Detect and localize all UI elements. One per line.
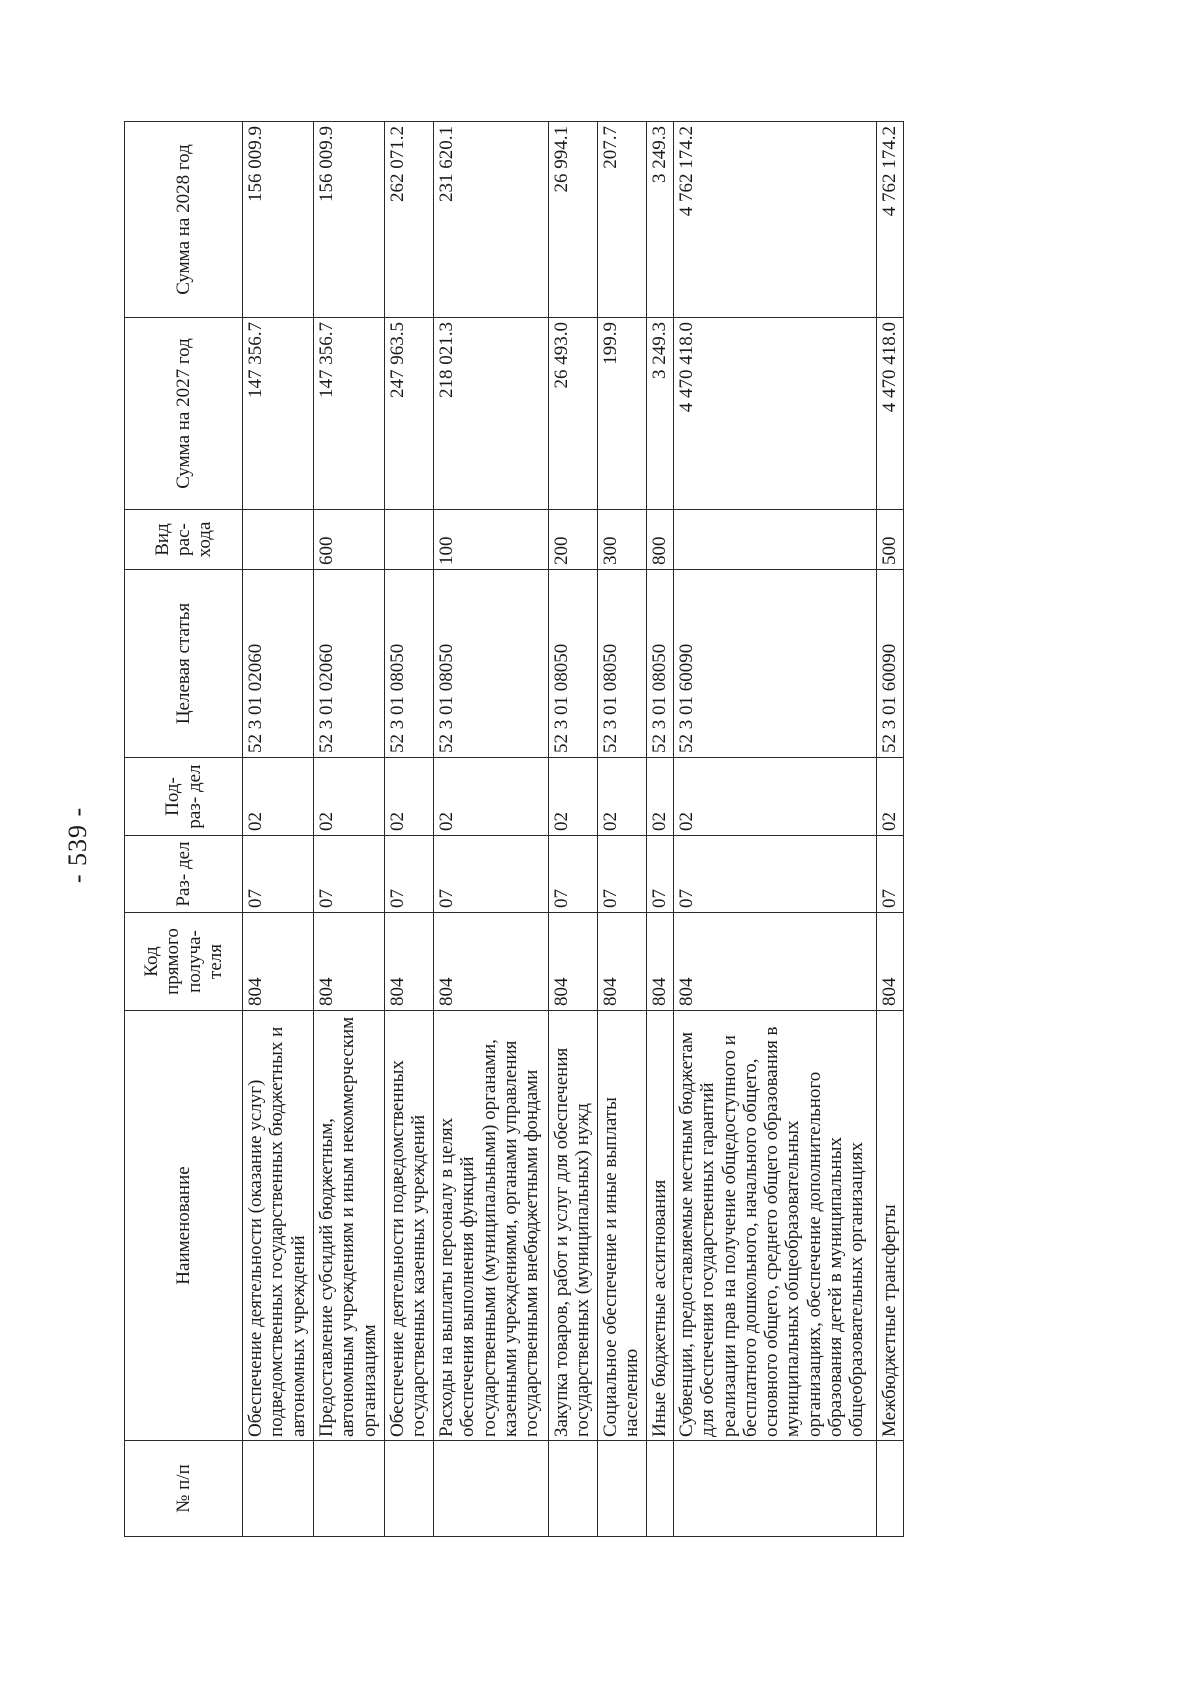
header-podrazdel: Под- раз- дел [125, 758, 243, 836]
cell-sum-2028: 231 620.1 [434, 122, 549, 318]
cell-sum-2027: 4 470 418.0 [876, 318, 903, 510]
cell-razdel: 07 [674, 836, 877, 913]
cell-no [674, 1441, 877, 1537]
cell-name: Иные бюджетные ассигнования [647, 1011, 674, 1441]
table-row [876, 122, 903, 1537]
cell-code: 804 [434, 913, 549, 1011]
table-row [243, 122, 314, 1537]
cell-sum-2027: 147 356.7 [314, 318, 385, 510]
header-code: Код прямого получа- теля [125, 913, 243, 1011]
header-razdel: Раз- дел [125, 836, 243, 913]
table-row [548, 122, 597, 1537]
page-number: - 539 - [63, 806, 92, 884]
cell-podrazdel: 02 [385, 758, 434, 836]
cell-vid [243, 510, 314, 570]
cell-sum-2027: 4 470 418.0 [674, 318, 877, 510]
cell-podrazdel: 02 [434, 758, 549, 836]
cell-razdel: 07 [434, 836, 549, 913]
cell-no [597, 1441, 646, 1537]
cell-razdel: 07 [314, 836, 385, 913]
header-sum-2028: Сумма на 2028 год [125, 122, 243, 318]
cell-sum-2028: 4 762 174.2 [876, 122, 903, 318]
cell-code: 804 [385, 913, 434, 1011]
cell-vid [674, 510, 877, 570]
cell-sum-2028: 262 071.2 [385, 122, 434, 318]
cell-name: Субвенции, предоставляемые местным бюджетам для обеспечения государственных гарантий реализации прав на получение общедоступного и бесплатного дошкольного, начального общего, основного общего, среднего общего образования в муниципальных общеобразовательных организациях, обеспечение дополнительного образования детей в муниципальных общеобразовательных организациях [674, 1011, 877, 1441]
cell-name: Обеспечение деятельности (оказание услуг) подведомственных государственных бюджетных и автономных учреждений [243, 1011, 314, 1441]
cell-code: 804 [647, 913, 674, 1011]
cell-name: Закупка товаров, работ и услуг для обеспечения государственных (муниципальных) нужд [548, 1011, 597, 1441]
table-row [674, 122, 877, 1537]
header-name: Наименование [125, 1011, 243, 1441]
cell-podrazdel: 02 [876, 758, 903, 836]
cell-code: 804 [243, 913, 314, 1011]
cell-razdel: 07 [876, 836, 903, 913]
header-celevaya: Целевая статья [125, 570, 243, 758]
cell-no [385, 1441, 434, 1537]
cell-name: Межбюджетные трансферты [876, 1011, 903, 1441]
cell-celevaya: 52 3 01 08050 [647, 570, 674, 758]
cell-razdel: 07 [647, 836, 674, 913]
cell-code: 804 [876, 913, 903, 1011]
cell-podrazdel: 02 [548, 758, 597, 836]
cell-sum-2028: 156 009.9 [314, 122, 385, 318]
cell-razdel: 07 [385, 836, 434, 913]
cell-code: 804 [597, 913, 646, 1011]
cell-sum-2027: 26 493.0 [548, 318, 597, 510]
cell-razdel: 07 [597, 836, 646, 913]
table-row [385, 122, 434, 1537]
cell-razdel: 07 [243, 836, 314, 913]
cell-vid [385, 510, 434, 570]
cell-sum-2027: 218 021.3 [434, 318, 549, 510]
cell-name: Социальное обеспечение и иные выплаты населению [597, 1011, 646, 1441]
cell-sum-2027: 247 963.5 [385, 318, 434, 510]
cell-celevaya: 52 3 01 60090 [876, 570, 903, 758]
cell-code: 804 [548, 913, 597, 1011]
cell-celevaya: 52 3 01 08050 [385, 570, 434, 758]
cell-no [548, 1441, 597, 1537]
cell-razdel: 07 [548, 836, 597, 913]
cell-celevaya: 52 3 01 08050 [434, 570, 549, 758]
table-body [243, 122, 904, 1537]
cell-podrazdel: 02 [314, 758, 385, 836]
cell-name: Предоставление субсидий бюджетным, автономным учреждениям и иным некоммерческим организациям [314, 1011, 385, 1441]
table-row [314, 122, 385, 1537]
cell-code: 804 [674, 913, 877, 1011]
cell-sum-2028: 4 762 174.2 [674, 122, 877, 318]
cell-celevaya: 52 3 01 02060 [243, 570, 314, 758]
cell-vid: 800 [647, 510, 674, 570]
cell-sum-2028: 3 249.3 [647, 122, 674, 318]
table-row [647, 122, 674, 1537]
cell-podrazdel: 02 [647, 758, 674, 836]
cell-podrazdel: 02 [674, 758, 877, 836]
cell-vid: 600 [314, 510, 385, 570]
cell-celevaya: 52 3 01 02060 [314, 570, 385, 758]
cell-no [434, 1441, 549, 1537]
table-row [597, 122, 646, 1537]
cell-sum-2027: 147 356.7 [243, 318, 314, 510]
cell-name: Расходы на выплаты персоналу в целях обеспечения выполнения функций государственными (муниципальными) органами, казенными учреждениями, органами управления государственными внебюджетными фондами [434, 1011, 549, 1441]
budget-table [124, 121, 904, 1537]
cell-no [243, 1441, 314, 1537]
cell-sum-2028: 156 009.9 [243, 122, 314, 318]
cell-name: Обеспечение деятельности подведомственных государственных казенных учреждений [385, 1011, 434, 1441]
rotated-table-wrapper [124, 122, 904, 1537]
header-no: № п/п [125, 1441, 243, 1537]
header-sum-2027: Сумма на 2027 год [125, 318, 243, 510]
cell-podrazdel: 02 [597, 758, 646, 836]
cell-celevaya: 52 3 01 60090 [674, 570, 877, 758]
cell-vid: 100 [434, 510, 549, 570]
cell-code: 804 [314, 913, 385, 1011]
cell-vid: 300 [597, 510, 646, 570]
cell-sum-2027: 199.9 [597, 318, 646, 510]
cell-no [647, 1441, 674, 1537]
cell-sum-2027: 3 249.3 [647, 318, 674, 510]
cell-no [876, 1441, 903, 1537]
cell-vid: 500 [876, 510, 903, 570]
cell-sum-2028: 26 994.1 [548, 122, 597, 318]
cell-sum-2028: 207.7 [597, 122, 646, 318]
table-header [125, 122, 243, 1537]
cell-podrazdel: 02 [243, 758, 314, 836]
cell-celevaya: 52 3 01 08050 [548, 570, 597, 758]
table-row [434, 122, 549, 1537]
cell-celevaya: 52 3 01 08050 [597, 570, 646, 758]
header-vid: Вид рас- хода [125, 510, 243, 570]
cell-no [314, 1441, 385, 1537]
cell-vid: 200 [548, 510, 597, 570]
